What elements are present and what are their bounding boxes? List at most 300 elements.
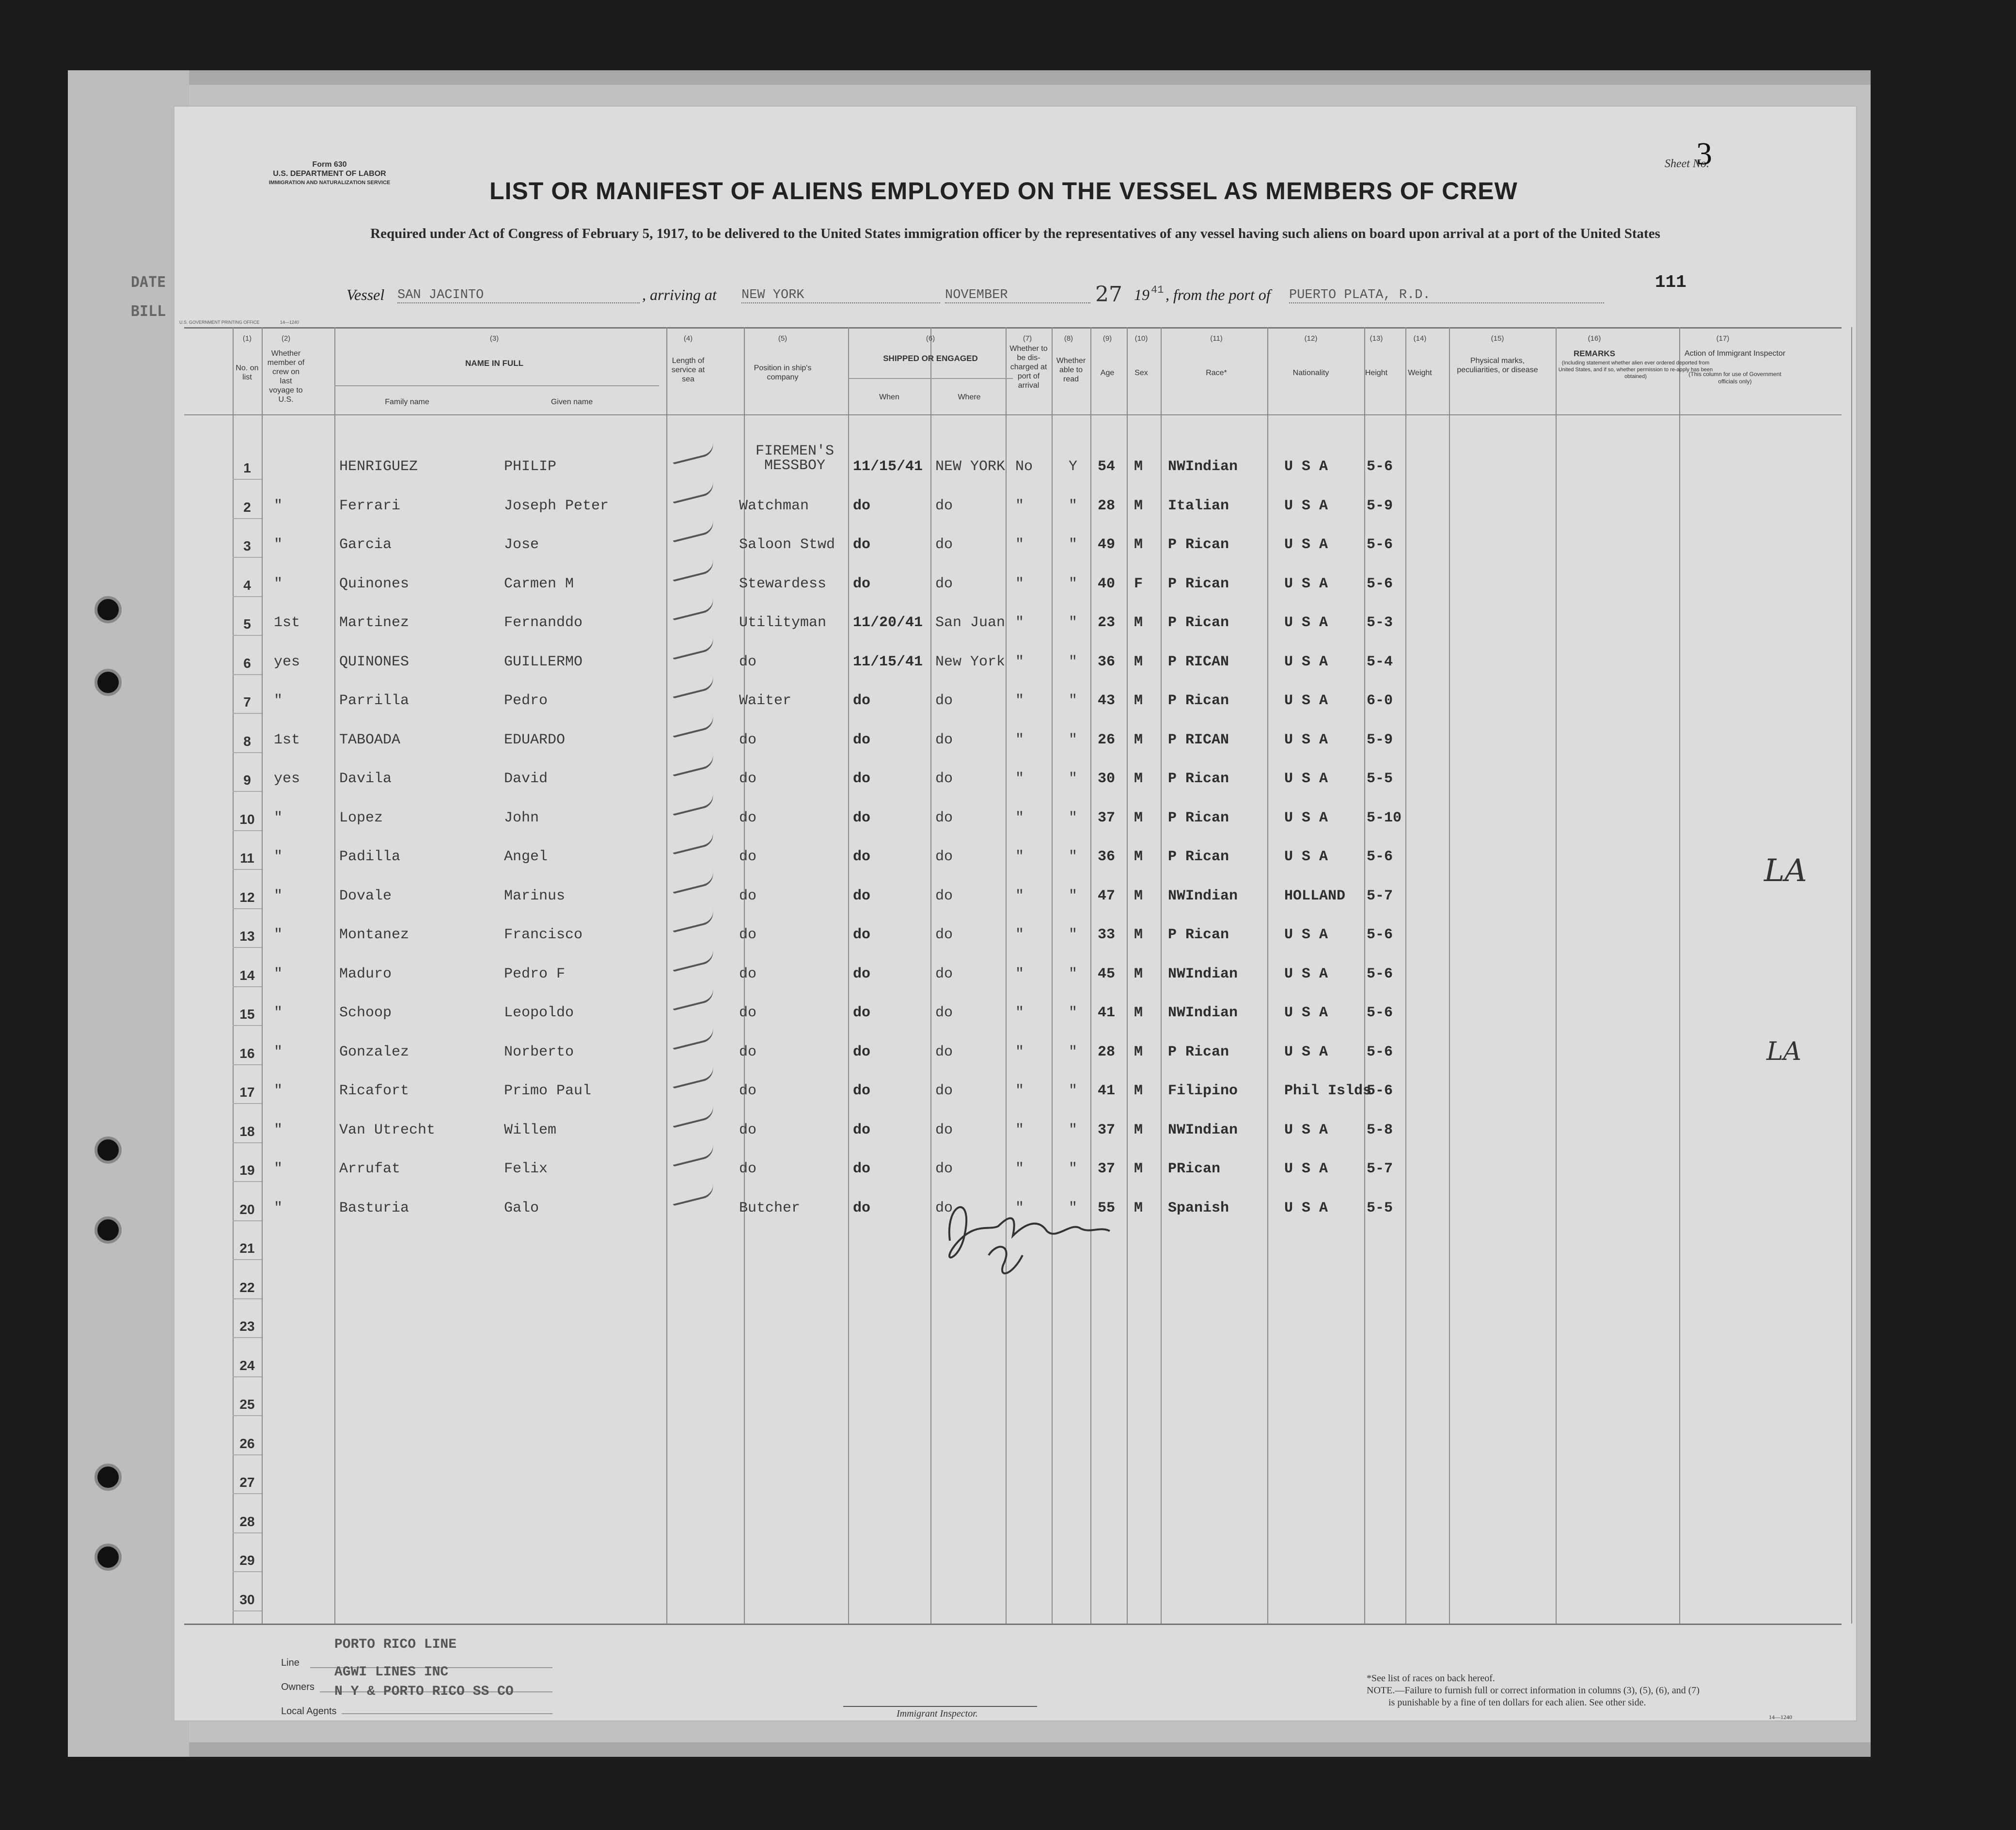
hdr-nationality: Nationality <box>1292 369 1329 377</box>
length-of-service-checkmark <box>670 442 716 464</box>
age-cell: 36 <box>1098 653 1116 670</box>
height-cell: 5-6 <box>1367 1005 1393 1021</box>
shipped-when-cell: do <box>853 693 871 709</box>
col-no-9: (9) <box>1102 334 1112 343</box>
length-of-service-checkmark <box>670 598 716 620</box>
discharged-cell: " <box>1015 1043 1024 1060</box>
member-cell: 1st <box>274 615 300 631</box>
hdr-age: Age <box>1100 369 1115 377</box>
discharged-cell: " <box>1015 615 1024 631</box>
column-rule <box>1090 327 1091 1624</box>
sex-cell: M <box>1134 927 1143 943</box>
col-no-16: (16) <box>1588 334 1601 343</box>
able-read-cell: " <box>1069 615 1078 631</box>
given-name-cell: GUILLERMO <box>504 653 583 670</box>
nationality-cell: U S A <box>1284 965 1328 982</box>
from-port: PUERTO PLATA, R.D. <box>1289 288 1604 303</box>
row-rule <box>233 908 262 909</box>
shipped-where-cell: do <box>935 965 953 982</box>
race-cell: P Rican <box>1168 693 1229 709</box>
shipped-when-cell: do <box>853 849 871 865</box>
age-cell: 37 <box>1098 809 1116 826</box>
shipped-where-cell: NEW YORK <box>935 458 1006 475</box>
family-name-cell: Arrufat <box>339 1161 401 1177</box>
able-read-cell: " <box>1069 927 1078 943</box>
hdr-sex: Sex <box>1134 369 1148 377</box>
able-read-cell: " <box>1069 693 1078 709</box>
row-rule <box>233 596 262 597</box>
family-name-cell: Dovale <box>339 887 392 904</box>
shipped-where-cell: do <box>935 575 953 592</box>
page-title: LIST OR MANIFEST OF ALIENS EMPLOYED ON THE VESSEL AS MEMBERS OF CREW <box>489 177 1518 205</box>
age-cell: 54 <box>1098 458 1116 475</box>
sex-cell: M <box>1134 965 1143 982</box>
print-office-text: U.S. GOVERNMENT PRINTING OFFICE <box>179 320 260 325</box>
arrival-month: NOVEMBER <box>945 288 1090 303</box>
sex-cell: F <box>1134 575 1143 592</box>
form-number: Form 630 <box>312 160 347 169</box>
position-cell: do <box>739 809 757 826</box>
position-cell: do <box>739 849 757 865</box>
given-name-cell: Norberto <box>504 1043 574 1060</box>
sex-cell: M <box>1134 1161 1143 1177</box>
length-of-service-checkmark <box>670 754 716 776</box>
binder-hole <box>94 669 122 696</box>
column-rule <box>334 327 335 1624</box>
family-name-cell: Lopez <box>339 809 383 826</box>
family-name-cell: Basturia <box>339 1199 410 1216</box>
position-cell: do <box>739 1161 757 1177</box>
age-cell: 36 <box>1098 849 1116 865</box>
owners-value: AGWI LINES INC <box>334 1665 449 1680</box>
nationality-cell: U S A <box>1284 653 1328 670</box>
member-cell: " <box>274 1121 283 1138</box>
col-no-15: (15) <box>1491 334 1504 343</box>
vessel-label: Vessel <box>346 286 385 303</box>
height-cell: 5-6 <box>1367 849 1393 865</box>
able-read-cell: " <box>1069 849 1078 865</box>
arriving-label: , arriving at <box>642 286 717 303</box>
position-cell: Utilityman <box>739 615 827 631</box>
race-cell: P Rican <box>1168 809 1229 826</box>
height-cell: 5-6 <box>1367 965 1393 982</box>
nationality-cell: U S A <box>1284 497 1328 514</box>
row-rule <box>233 1337 262 1338</box>
height-cell: 5-9 <box>1367 731 1393 748</box>
family-name-cell: Maduro <box>339 965 392 982</box>
length-of-service-checkmark <box>670 1066 716 1089</box>
able-read-cell: " <box>1069 1199 1078 1216</box>
member-cell: " <box>274 497 283 514</box>
hdr-no-on-list: No. on list <box>236 364 259 381</box>
length-of-service-checkmark <box>670 520 716 542</box>
shipped-where-cell: do <box>935 1083 953 1099</box>
shipped-when-cell: do <box>853 575 871 592</box>
shipped-when-cell: do <box>853 1199 871 1216</box>
column-rule <box>1052 327 1053 1624</box>
row-number: 6 <box>243 655 251 671</box>
row-rule <box>233 1103 262 1104</box>
family-name-cell: Parrilla <box>339 693 410 709</box>
member-cell: " <box>274 536 283 553</box>
shipped-when-cell: do <box>853 1083 871 1099</box>
race-cell: NWIndian <box>1168 458 1238 475</box>
sex-cell: M <box>1134 615 1143 631</box>
inspector-label: Immigrant Inspector. <box>897 1708 978 1719</box>
shipped-where-cell: do <box>935 731 953 748</box>
row-rule <box>233 1025 262 1026</box>
arrival-day: 27 <box>1095 282 1122 307</box>
sex-cell: M <box>1134 1005 1143 1021</box>
family-name-cell: Gonzalez <box>339 1043 410 1060</box>
hdr-race: Race* <box>1206 369 1227 377</box>
col-no-12: (12) <box>1304 334 1318 343</box>
able-read-cell: " <box>1069 497 1078 514</box>
given-name-cell: Primo Paul <box>504 1083 592 1099</box>
hdr-family-name: Family name <box>385 398 429 406</box>
given-name-cell: David <box>504 771 548 787</box>
sex-cell: M <box>1134 849 1143 865</box>
length-of-service-checkmark <box>670 637 716 660</box>
row-rule <box>233 986 262 987</box>
row-number: 19 <box>239 1163 255 1178</box>
left-strip <box>68 70 189 1757</box>
column-rule <box>1449 327 1450 1624</box>
row-rule <box>233 713 262 714</box>
row-rule <box>233 635 262 636</box>
sex-cell: M <box>1134 1083 1143 1099</box>
given-name-cell: Felix <box>504 1161 548 1177</box>
able-read-cell: " <box>1069 809 1078 826</box>
given-name-cell: Angel <box>504 849 548 865</box>
family-name-cell: Garcia <box>339 536 392 553</box>
page-subtitle: Required under Act of Congress of February 5, 1917, to be delivered to the United States immigration officer by the representatives of any vessel having such aliens on board upon arrival at a port of the United States <box>370 226 1660 241</box>
line-label: Line <box>281 1657 299 1668</box>
nationality-cell: U S A <box>1284 809 1328 826</box>
row-number: 18 <box>239 1123 255 1139</box>
length-of-service-checkmark <box>670 676 716 698</box>
shipped-when-cell: do <box>853 497 871 514</box>
shipped-where-cell: New York <box>935 653 1006 670</box>
discharged-cell: No <box>1015 458 1033 475</box>
sex-cell: M <box>1134 497 1143 514</box>
race-cell: P Rican <box>1168 536 1229 553</box>
col-no-6: (6) <box>926 334 935 343</box>
row-number: 29 <box>239 1553 255 1568</box>
family-name-cell: Padilla <box>339 849 401 865</box>
shipped-when-cell: do <box>853 809 871 826</box>
given-name-cell: PHILIP <box>504 458 557 475</box>
col-no-10: (10) <box>1134 334 1148 343</box>
member-cell: " <box>274 1161 283 1177</box>
position-cell: Stewardess <box>739 575 827 592</box>
row-rule <box>233 479 262 480</box>
age-cell: 26 <box>1098 731 1116 748</box>
discharged-cell: " <box>1015 1083 1024 1099</box>
position-cell: do <box>739 653 757 670</box>
annotation-la-1: LA <box>1764 853 1807 889</box>
family-name-cell: Quinones <box>339 575 410 592</box>
able-read-cell: " <box>1069 575 1078 592</box>
given-name-cell: EDUARDO <box>504 731 566 748</box>
position-cell: do <box>739 731 757 748</box>
height-cell: 5-6 <box>1367 927 1393 943</box>
hdr-remarks-note: (Including statement whether alien ever ordered deported from United States, and if so, whether permission to re-apply has been obtained) <box>1558 360 1713 379</box>
row-rule <box>233 518 262 519</box>
discharged-cell: " <box>1015 809 1024 826</box>
row-rule <box>233 1376 262 1377</box>
member-cell: yes <box>274 771 300 787</box>
able-read-cell: Y <box>1069 458 1078 475</box>
hdr-height: Height <box>1365 369 1388 377</box>
member-cell: " <box>274 693 283 709</box>
length-of-service-checkmark <box>670 910 716 932</box>
vessel-line <box>346 272 1849 315</box>
column-rule <box>1851 327 1852 1624</box>
height-cell: 5-6 <box>1367 575 1393 592</box>
print-office <box>179 320 299 325</box>
hdr-position: Position in ship's company <box>754 364 812 381</box>
member-cell: " <box>274 575 283 592</box>
discharged-cell: " <box>1015 771 1024 787</box>
shipped-when-cell: 11/15/41 <box>853 653 923 670</box>
age-cell: 49 <box>1098 536 1116 553</box>
form-id-block <box>233 160 426 188</box>
penalty-note-1: NOTE.—Failure to furnish full or correct information in columns (3), (5), (6), and (7) <box>1367 1685 1700 1696</box>
row-rule <box>233 1571 262 1572</box>
row-number: 9 <box>243 773 251 788</box>
sex-cell: M <box>1134 1199 1143 1216</box>
row-rule <box>233 674 262 675</box>
position-cell: Waiter <box>739 693 792 709</box>
sex-cell: M <box>1134 693 1143 709</box>
race-cell: P Rican <box>1168 927 1229 943</box>
from-port-label: , from the port of <box>1166 286 1271 303</box>
manifest-code: 111 <box>1655 272 1686 292</box>
shipped-where-cell: do <box>935 536 953 553</box>
row-number: 5 <box>243 616 251 631</box>
hdr-where: Where <box>958 393 981 401</box>
shipped-when-cell: do <box>853 1043 871 1060</box>
shipped-when-cell: do <box>853 965 871 982</box>
agents-rule <box>342 1713 552 1714</box>
agents-label: Local Agents <box>281 1706 337 1717</box>
nationality-cell: U S A <box>1284 1199 1328 1216</box>
sex-cell: M <box>1134 887 1143 904</box>
service: IMMIGRATION AND NATURALIZATION SERVICE <box>268 180 391 186</box>
footer-form-code: 14—1240 <box>1769 1714 1792 1720</box>
row-number: 15 <box>239 1007 255 1022</box>
table-bottom-rule <box>184 1624 1842 1625</box>
position-cell: Saloon Stwd <box>739 536 835 553</box>
column-rule <box>1127 327 1128 1624</box>
sheet-number: 3 <box>1696 136 1712 172</box>
row-number: 10 <box>239 811 255 827</box>
given-name-cell: Leopoldo <box>504 1005 574 1021</box>
height-cell: 5-6 <box>1367 1043 1393 1060</box>
nationality-cell: U S A <box>1284 1043 1328 1060</box>
col-no-11: (11) <box>1210 334 1223 343</box>
height-cell: 5-5 <box>1367 771 1393 787</box>
member-cell: " <box>274 965 283 982</box>
row-rule <box>233 1298 262 1299</box>
row-rule <box>233 1532 262 1533</box>
row-number: 27 <box>239 1475 255 1490</box>
column-rule <box>1006 327 1007 1624</box>
penalty-note-2: is punishable by a fine of ten dollars for each alien. See other side. <box>1388 1697 1646 1708</box>
discharged-cell: " <box>1015 653 1024 670</box>
column-rule <box>1679 327 1680 1624</box>
race-cell: Italian <box>1168 497 1229 514</box>
race-note: *See list of races on back hereof. <box>1367 1673 1495 1684</box>
row-number: 24 <box>239 1357 255 1373</box>
row-rule <box>233 1064 262 1065</box>
nationality-cell: U S A <box>1284 693 1328 709</box>
race-cell: NWIndian <box>1168 887 1238 904</box>
row-rule <box>233 869 262 870</box>
shipped-when-cell: do <box>853 1161 871 1177</box>
able-read-cell: " <box>1069 1005 1078 1021</box>
row-number: 14 <box>239 967 255 983</box>
given-name-cell: Fernanddo <box>504 615 583 631</box>
sex-cell: M <box>1134 458 1143 475</box>
age-cell: 41 <box>1098 1083 1116 1099</box>
discharged-cell: " <box>1015 927 1024 943</box>
position-cell: do <box>739 927 757 943</box>
nationality-cell: U S A <box>1284 849 1328 865</box>
row-rule <box>233 1181 262 1182</box>
race-cell: P Rican <box>1168 575 1229 592</box>
age-cell: 37 <box>1098 1121 1116 1138</box>
given-name-cell: Marinus <box>504 887 566 904</box>
length-of-service-checkmark <box>670 481 716 504</box>
position-cell: do <box>739 965 757 982</box>
hdr-given-name: Given name <box>551 398 593 406</box>
sex-cell: M <box>1134 1043 1143 1060</box>
member-cell: " <box>274 1005 283 1021</box>
height-cell: 5-6 <box>1367 536 1393 553</box>
sex-cell: M <box>1134 1121 1143 1138</box>
length-of-service-checkmark <box>670 949 716 972</box>
arrival-year-suffix: 41 <box>1151 284 1164 296</box>
hdr-whether-member: Whether member of crew on last voyage to U.S. <box>267 349 305 404</box>
sex-cell: M <box>1134 771 1143 787</box>
length-of-service-checkmark <box>670 559 716 582</box>
shipped-when-cell: do <box>853 927 871 943</box>
given-name-cell: Pedro F <box>504 965 566 982</box>
hdr-able-read: Whether able to read <box>1056 357 1086 383</box>
row-number: 11 <box>240 851 254 866</box>
height-cell: 5-5 <box>1367 1199 1393 1216</box>
given-name-cell: Joseph Peter <box>504 497 609 514</box>
col-no-1: (1) <box>242 334 252 343</box>
height-cell: 5-4 <box>1367 653 1393 670</box>
nationality-cell: Phil Islds <box>1284 1083 1372 1099</box>
family-name-cell: Schoop <box>339 1005 392 1021</box>
row-number: 13 <box>239 929 255 944</box>
member-cell: " <box>274 1083 283 1099</box>
department: U.S. DEPARTMENT OF LABOR <box>273 170 386 178</box>
discharged-cell: " <box>1015 1121 1024 1138</box>
shipped-where-cell: do <box>935 1121 953 1138</box>
hdr-when: When <box>879 393 899 401</box>
nationality-cell: U S A <box>1284 575 1328 592</box>
member-cell: " <box>274 1199 283 1216</box>
row-number: 26 <box>239 1436 255 1451</box>
family-name-cell: Davila <box>339 771 392 787</box>
length-of-service-checkmark <box>670 1027 716 1050</box>
age-cell: 41 <box>1098 1005 1116 1021</box>
age-cell: 47 <box>1098 887 1116 904</box>
hdr-shipped-engaged: SHIPPED OR ENGAGED <box>883 354 978 363</box>
family-name-cell: Ferrari <box>339 497 401 514</box>
column-rule <box>666 327 667 1624</box>
binder-hole <box>94 1216 122 1244</box>
shipped-where-cell: San Juan <box>935 615 1006 631</box>
able-read-cell: " <box>1069 887 1078 904</box>
age-cell: 30 <box>1098 771 1116 787</box>
shipped-when-cell: do <box>853 887 871 904</box>
position-cell: do <box>739 887 757 904</box>
vessel-name: SAN JACINTO <box>397 288 640 303</box>
shipped-where-cell: do <box>935 693 953 709</box>
family-name-cell: Ricafort <box>339 1083 410 1099</box>
row-number: 22 <box>239 1279 255 1295</box>
col-no-7: (7) <box>1023 334 1032 343</box>
discharged-cell: " <box>1015 1161 1024 1177</box>
race-cell: Spanish <box>1168 1199 1229 1216</box>
member-cell: " <box>274 809 283 826</box>
nationality-cell: U S A <box>1284 1005 1328 1021</box>
shipped-when-cell: do <box>853 771 871 787</box>
row-number: 7 <box>243 694 251 710</box>
able-read-cell: " <box>1069 1121 1078 1138</box>
side-date-label: DATE <box>131 274 166 291</box>
age-cell: 33 <box>1098 927 1116 943</box>
inspector-signature <box>935 1183 1129 1289</box>
nationality-cell: U S A <box>1284 536 1328 553</box>
row-rule <box>233 1259 262 1260</box>
member-cell: 1st <box>274 731 300 748</box>
length-of-service-checkmark <box>670 715 716 738</box>
family-name-cell: Martinez <box>339 615 410 631</box>
row-number: 3 <box>243 538 251 553</box>
height-cell: 5-6 <box>1367 458 1393 475</box>
length-of-service-checkmark <box>670 1144 716 1167</box>
hdr-length-service: Length of service at sea <box>671 357 705 383</box>
print-office-code: 14—1240 <box>280 320 299 325</box>
row-rule <box>233 830 262 831</box>
nationality-cell: U S A <box>1284 1121 1328 1138</box>
discharged-cell: " <box>1015 887 1024 904</box>
row-number: 16 <box>239 1045 255 1061</box>
height-cell: 5-3 <box>1367 615 1393 631</box>
member-cell: " <box>274 887 283 904</box>
shipped-when-cell: do <box>853 1005 871 1021</box>
row-rule <box>233 1220 262 1221</box>
position-cell: do <box>739 771 757 787</box>
shipped-when-cell: 11/20/41 <box>853 615 923 631</box>
row-rule <box>233 947 262 948</box>
position-cell: FIREMEN'S MESSBOY <box>755 443 835 474</box>
row-rule <box>233 791 262 792</box>
col-no-14: (14) <box>1413 334 1427 343</box>
length-of-service-checkmark <box>670 793 716 816</box>
given-name-cell: John <box>504 809 539 826</box>
race-cell: PRican <box>1168 1161 1221 1177</box>
row-number: 21 <box>239 1241 255 1256</box>
member-cell: " <box>274 1043 283 1060</box>
